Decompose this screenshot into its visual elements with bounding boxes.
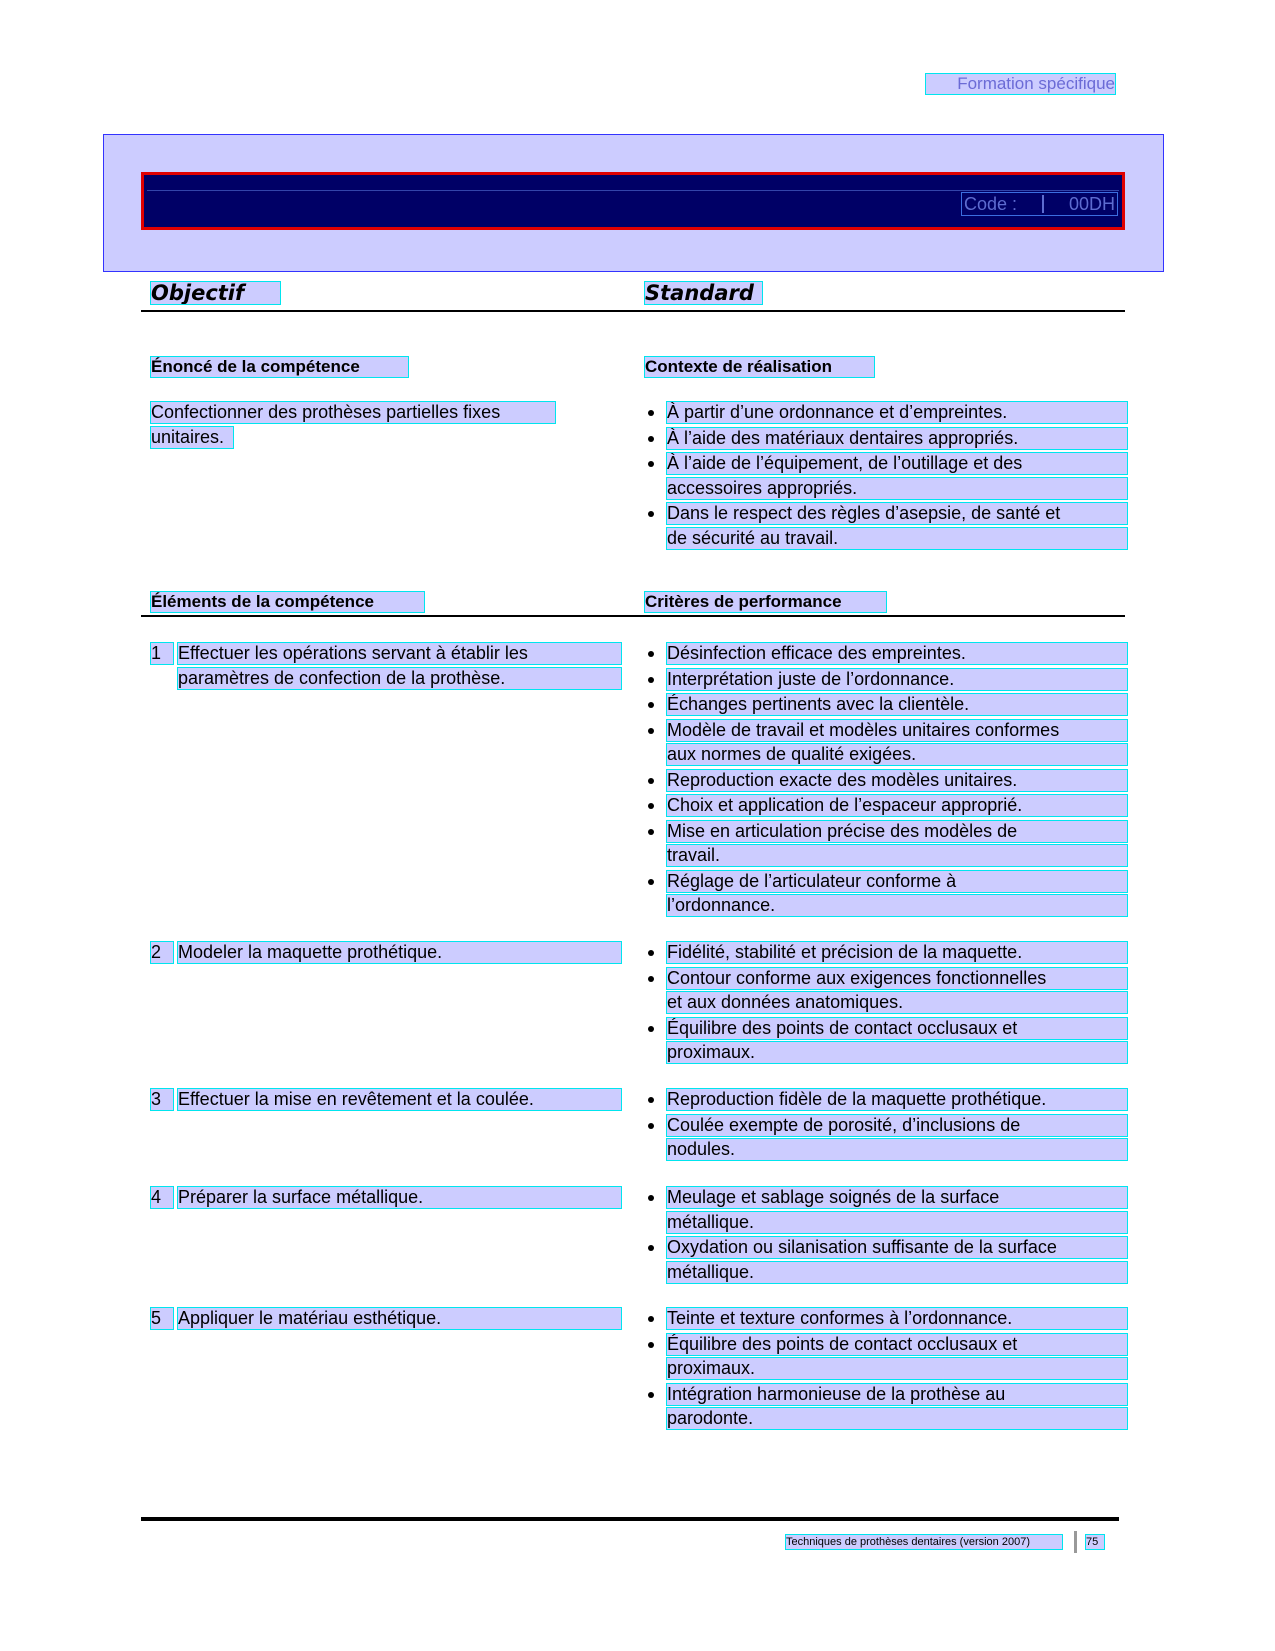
criterion-line: parodonte. [667,1408,1127,1429]
element-text: Appliquer le matériau esthétique. [178,1308,621,1329]
criterion-line: Teinte et texture conformes à l’ordonnance. [667,1308,1127,1329]
criterion-line: Équilibre des points de contact occlusaux et [667,1018,1127,1039]
bullet-icon [648,651,654,657]
criteres-title: Critères de performance [645,592,886,612]
bullet-icon [648,1195,654,1201]
criterion-line: Désinfection efficace des empreintes. [667,643,1127,664]
bullet-icon [648,1316,654,1322]
element-text: paramètres de confection de la prothèse. [178,668,621,689]
element-text: Préparer la surface métallique. [178,1187,621,1208]
contexte-title: Contexte de réalisation [645,357,874,377]
bullet-icon [648,976,654,982]
bullet-icon [648,778,654,784]
bullet-icon [648,1123,654,1129]
criterion-line: Oxydation ou silanisation suffisante de la surface [667,1237,1127,1258]
banner-divider [147,190,1119,191]
criterion-line: Reproduction fidèle de la maquette prothétique. [667,1089,1127,1110]
bullet-icon [648,511,654,517]
element-text: Modeler la maquette prothétique. [178,942,621,963]
element-number: 2 [151,942,173,963]
criterion-line: À l’aide des matériaux dentaires appropriés. [667,428,1127,449]
criterion-line: accessoires appropriés. [667,478,1127,499]
criterion-line: Meulage et sablage soignés de la surface [667,1187,1127,1208]
criterion-line: Reproduction exacte des modèles unitaires. [667,770,1127,791]
code-separator [1042,195,1044,213]
bullet-icon [648,1097,654,1103]
criterion-line: Choix et application de l’espaceur approprié. [667,795,1127,816]
header-rule [141,310,1125,312]
footer-divider [1074,1531,1077,1553]
criterion-line: l’ordonnance. [667,895,1127,916]
bullet-icon [648,436,654,442]
criterion-line: et aux données anatomiques. [667,992,1127,1013]
enonce-title: Énoncé de la compétence [151,357,408,377]
enonce-line: unitaires. [151,427,233,448]
criterion-line: de sécurité au travail. [667,528,1127,549]
criterion-line: Équilibre des points de contact occlusaux et [667,1334,1127,1355]
criterion-line: À partir d’une ordonnance et d’empreintes. [667,402,1127,423]
element-number: 4 [151,1187,173,1208]
element-text: Effectuer la mise en revêtement et la coulée. [178,1089,621,1110]
bullet-icon [648,410,654,416]
code-value: 00DH [1068,194,1115,214]
bullet-icon [648,1245,654,1251]
criterion-line: métallique. [667,1262,1127,1283]
bullet-icon [648,1342,654,1348]
bullet-icon [648,461,654,467]
criterion-line: Réglage de l’articulateur conforme à [667,871,1127,892]
bullet-icon [648,829,654,835]
criterion-line: Dans le respect des règles d’asepsie, de santé et [667,503,1127,524]
bullet-icon [648,728,654,734]
bullet-icon [648,950,654,956]
bullet-icon [648,1026,654,1032]
footer-rule [141,1517,1119,1521]
bullet-icon [648,803,654,809]
criterion-line: Échanges pertinents avec la clientèle. [667,694,1127,715]
competency-code [962,193,1117,215]
element-number: 1 [151,643,173,664]
bullet-icon [648,1392,654,1398]
code-label: Code : [964,194,1018,214]
enonce-line: Confectionner des prothèses partielles fixes [151,402,555,423]
criterion-line: Contour conforme aux exigences fonctionnelles [667,968,1127,989]
objectif-title: Objectif [151,282,280,304]
criterion-line: proximaux. [667,1358,1127,1379]
criterion-line: Mise en articulation précise des modèles de [667,821,1127,842]
criterion-line: proximaux. [667,1042,1127,1063]
element-number: 5 [151,1308,173,1329]
bullet-icon [648,677,654,683]
criterion-line: Interprétation juste de l’ordonnance. [667,669,1127,690]
bullet-icon [648,702,654,708]
element-number: 3 [151,1089,173,1110]
criterion-line: travail. [667,845,1127,866]
criterion-line: Fidélité, stabilité et précision de la maquette. [667,942,1127,963]
elements-rule [141,615,1125,617]
elements-title: Éléments de la compétence [151,592,424,612]
criterion-line: aux normes de qualité exigées. [667,744,1127,765]
standard-title: Standard [645,282,762,304]
criterion-line: Coulée exempte de porosité, d’inclusions de [667,1115,1127,1136]
criterion-line: Intégration harmonieuse de la prothèse au [667,1384,1127,1405]
running-header: Formation spécifique [926,74,1115,94]
criterion-line: nodules. [667,1139,1127,1160]
footer-text: Techniques de prothèses dentaires (version 2007) [786,1535,1062,1549]
page-number: 75 [1086,1535,1104,1549]
criterion-line: métallique. [667,1212,1127,1233]
bullet-icon [648,879,654,885]
criterion-line: Modèle de travail et modèles unitaires conformes [667,720,1127,741]
element-text: Effectuer les opérations servant à établir les [178,643,621,664]
criterion-line: À l’aide de l’équipement, de l’outillage et des [667,453,1127,474]
